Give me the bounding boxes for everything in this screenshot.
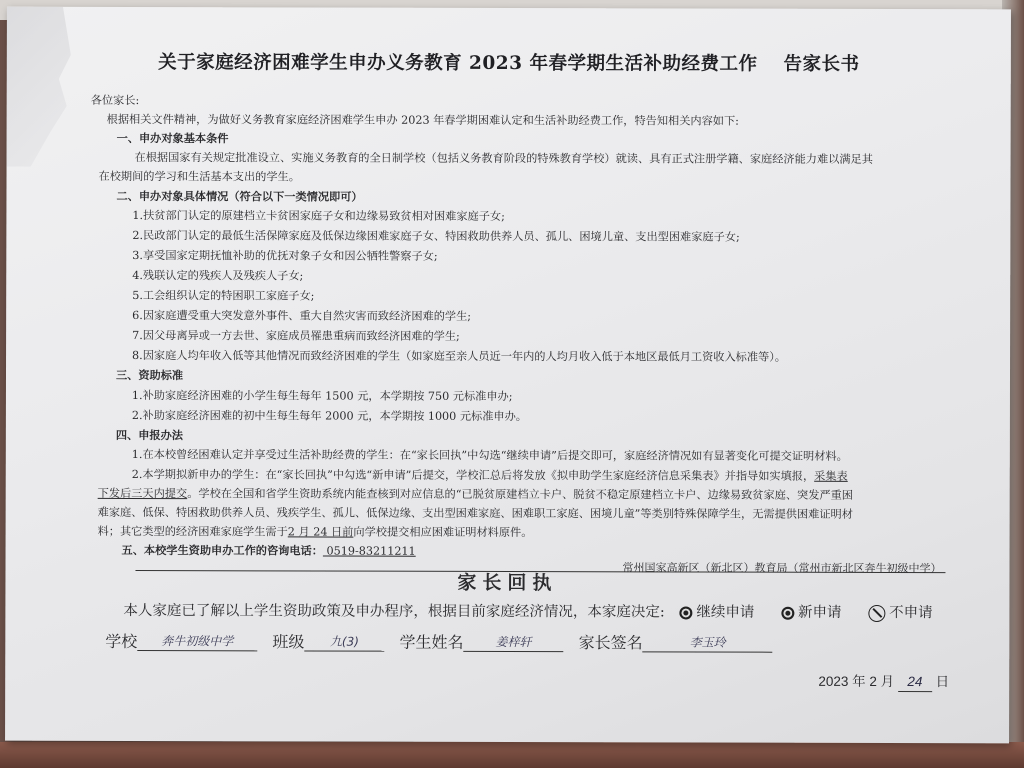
parent-signature-field[interactable]: 李玉玲 (643, 633, 773, 652)
document-content (5, 7, 1011, 744)
section2-item-7: 7.因父母离异或一方去世、家庭成员罹患重病而致经济困难的学生; (132, 329, 460, 343)
radio-decline-checked-icon[interactable] (868, 604, 885, 621)
date-day-field[interactable]: 24 (898, 672, 932, 692)
section4-deadline: 2 月 24 日前 (287, 525, 354, 539)
section1-text-line2: 在校期间的学习和生活基本支出的学生。 (98, 169, 300, 184)
section4-item2-line2 (98, 484, 853, 505)
section4-item2-line1-text: 2.本学期拟新申办的学生：在“家长回执”中勾选“新申请”后提交，学校汇总后将发放《拟申助学生家庭经济信息采集表》并指导如实填报， (131, 468, 815, 483)
issuer: 常州国家高新区（新北区）教育局（常州市新北区奔牛初级中学） (622, 561, 942, 576)
option-continue[interactable]: 继续申请 (696, 604, 755, 621)
section3-item-2: 2.补助家庭经济困难的初中生每生每年 2000 元，本学期按 1000 元标准申办。 (131, 409, 528, 424)
section4-item2-underlined-b: 下发后三天内提交 (97, 486, 188, 501)
radio-new-icon[interactable] (781, 606, 794, 619)
option-new[interactable]: 新申请 (797, 604, 842, 621)
school-label: 学校 (105, 631, 138, 652)
section4-item2-line4 (98, 522, 533, 542)
intro-paragraph: 根据相关文件精神，为做好义务教育家庭经济困难学生申办 2023 年春学期困难认定和生活补助经费工作，特告知相关内容如下: (106, 112, 739, 128)
background-table-edge (0, 742, 1024, 768)
consult-phone: 0519-83211211 (322, 544, 416, 558)
section2-item-6: 6.因家庭遭受重大突发意外事件、重大自然灾害而致经济困难的学生; (132, 309, 472, 323)
section3-heading: 三、资助标准 (115, 367, 184, 383)
section3-item-1: 1.补助家庭经济困难的小学生每生每年 1500 元，本学期按 750 元标准申办; (131, 389, 513, 404)
section2-item-5: 5.工会组织认定的特困职工家庭子女; (132, 289, 315, 303)
reply-intro-line (123, 602, 932, 623)
section4-item1: 1.在本校曾经困难认定并享受过生活补助经费的学生：在“家长回执”中勾选“继续申请”后提交即可，家庭经济情况如有显著变化可提交证明材料。 (131, 448, 848, 463)
section1-heading: 一、申办对象基本条件 (116, 130, 229, 146)
reply-fields (105, 632, 782, 653)
parent-signature-label: 家长签名 (578, 633, 643, 653)
class-label: 班级 (272, 632, 305, 652)
document-title (7, 53, 1011, 75)
date-year-month: 2023 年 2 月 (818, 673, 895, 690)
option-decline[interactable]: 不申请 (889, 604, 933, 622)
paper-sheet (5, 7, 1011, 744)
section2-item-2: 2.民政部门认定的最低生活保障家庭及低保边缘困难家庭子女、特困救助供养人员、孤儿、困境儿童、支出型困难家庭子女; (132, 229, 740, 244)
reply-intro: 本人家庭已了解以上学生资助政策及申办程序，根据目前家庭经济情况，本家庭决定: (123, 602, 665, 621)
section5-heading: 五、本校学生资助申办工作的咨询电话： (121, 542, 323, 558)
school-field[interactable]: 奔牛初级中学 (137, 632, 257, 651)
section2-heading: 二、申办对象具体情况（符合以下一类情况即可） (116, 188, 363, 204)
salutation: 各位家长: (90, 93, 140, 108)
reply-date (818, 672, 949, 692)
section4-item2-line2-text: 。学校在全国和省学生资助系统内能查核到对应信息的“已脱贫原建档立卡户、脱贫不稳定原建档立卡户、边缘易致贫家庭、突发严重困 (187, 487, 854, 502)
section5-line (122, 541, 416, 561)
section4-item2-line4-text-a: 料；其它类型的经济困难家庭学生需于 (97, 524, 288, 539)
section4-heading: 四、申报办法 (115, 427, 184, 443)
section4-item2-line3: 难家庭、低保、特困救助供养人员、残疾学生、孤儿、低保边缘、支出型困难家庭、困难职工家庭、困境儿童”等类别特殊保障学生，无需提供困难证明材 (97, 505, 853, 521)
section1-text-line1: 在根据国家有关规定批准设立、实施义务教育的全日制学校（包括义务教育阶段的特殊教育学校）就读、具有正式注册学籍、家庭经济能力难以满足其 (134, 151, 873, 166)
title-main: 关于家庭经济困难学生申办义务教育 2023 年春学期生活补助经费工作 (158, 52, 758, 75)
date-suffix: 日 (935, 674, 950, 690)
radio-continue-icon[interactable] (679, 606, 692, 619)
section2-item-3: 3.享受国家定期抚恤补助的优抚对象子女和因公牺牲警察子女; (132, 249, 438, 263)
reply-title: 家长回执 (457, 571, 558, 595)
class-field[interactable]: 九(3) (304, 632, 384, 651)
section4-item2-underlined-a: 采集表 (814, 469, 848, 483)
title-suffix: 告家长书 (783, 53, 860, 75)
section4-item2-line1 (132, 465, 848, 486)
section2-item-4: 4.残联认定的残疾人及残疾人子女; (132, 269, 304, 283)
section2-item-8: 8.因家庭人均年收入低等其他情况而致经济困难的学生（如家庭至亲人员近一年内的人均月收入低于本地区最低月工资收入标准等）。 (132, 349, 787, 364)
student-name-label: 学生姓名 (399, 632, 464, 652)
student-name-field[interactable]: 姜梓轩 (464, 633, 564, 652)
section4-item2-line4-text-b: 向学校提交相应困难证明材料原件。 (353, 525, 533, 540)
section2-item-1: 1.扶贫部门认定的原建档立卡贫困家庭子女和边缘易致贫相对困难家庭子女; (132, 209, 505, 223)
